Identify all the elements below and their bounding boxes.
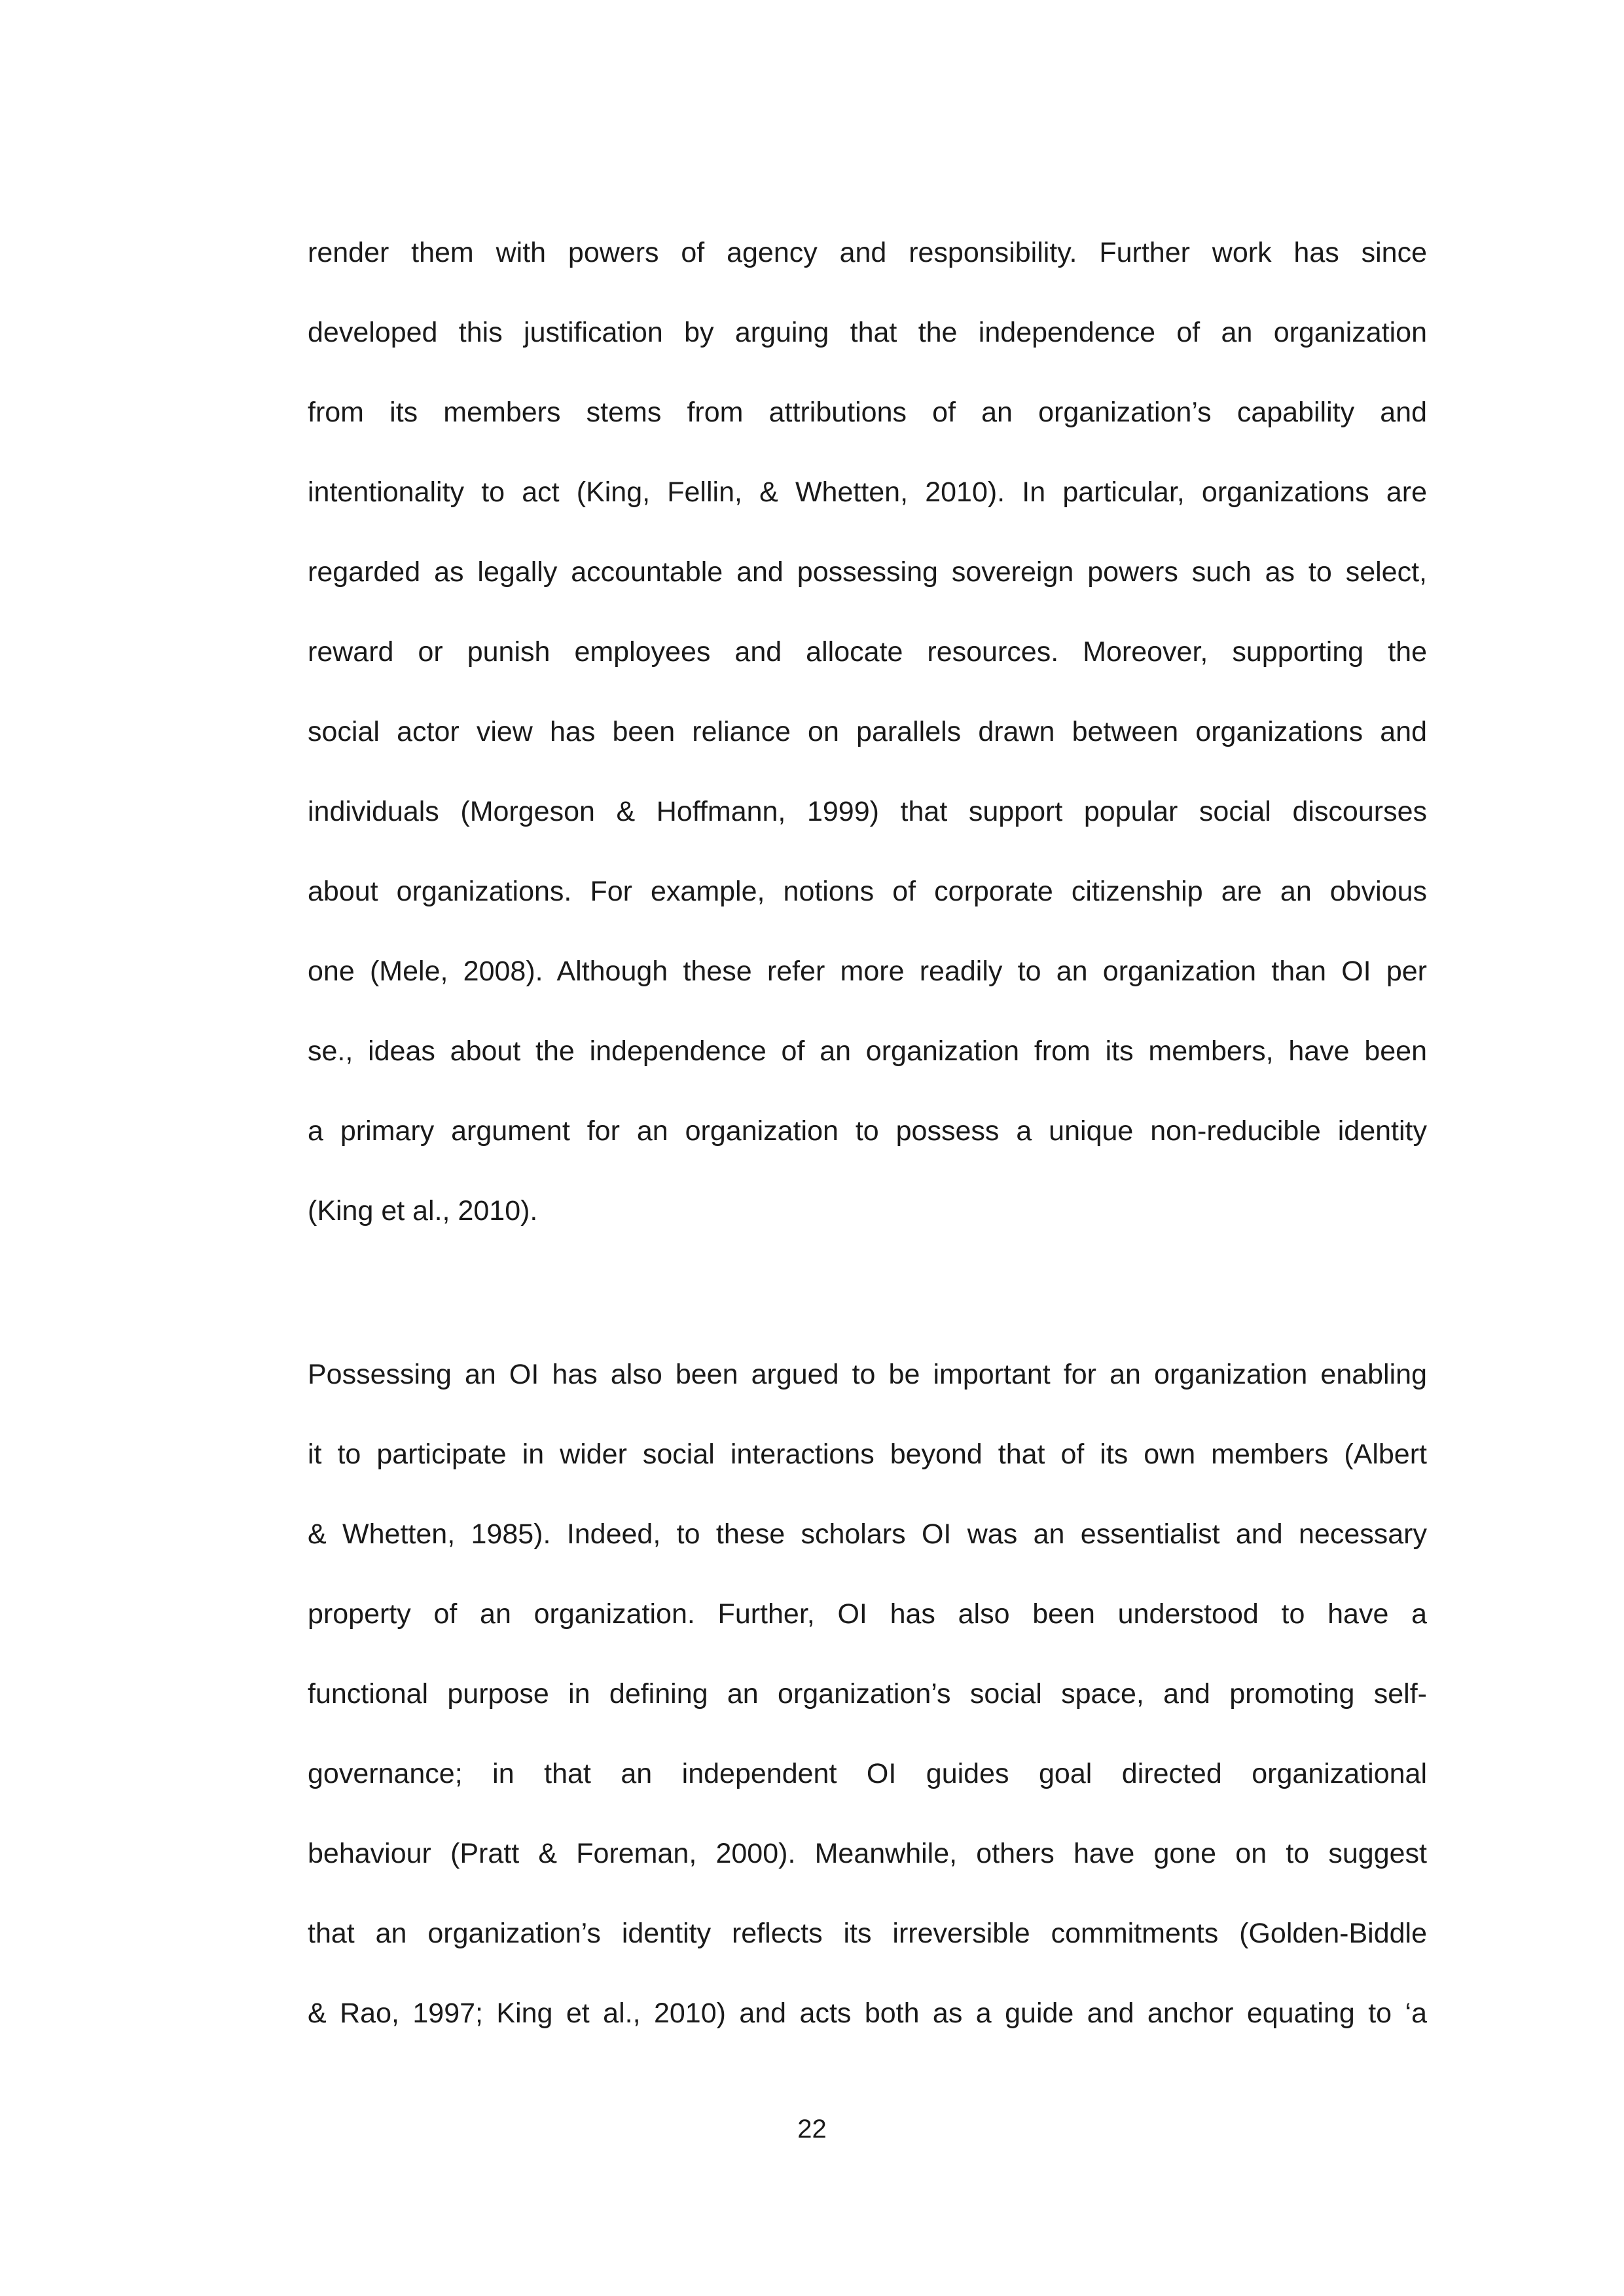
text-line: Possessing an OI has also been argued to be important for an organization enabling xyxy=(308,1359,1427,1390)
text-line: & Rao, 1997; King et al., 2010) and acts both as a guide and anchor equating to ‘a xyxy=(308,1998,1427,2029)
text-line: render them with powers of agency and responsibility. Further work has since xyxy=(308,237,1427,268)
text-line: se., ideas about the independence of an organization from its members, have been xyxy=(308,1035,1427,1067)
text-line: regarded as legally accountable and possessing sovereign powers such as to select, xyxy=(308,556,1427,588)
text-line: individuals (Morgeson & Hoffmann, 1999) that support popular social discourses xyxy=(308,796,1427,827)
text-line: one (Mele, 2008). Although these refer more readily to an organization than OI per xyxy=(308,956,1427,987)
text-line: about organizations. For example, notions of corporate citizenship are an obvious xyxy=(308,876,1427,907)
text-line: developed this justification by arguing that the independence of an organization xyxy=(308,317,1427,348)
text-line: (King et al., 2010). xyxy=(308,1195,538,1227)
text-line: that an organization’s identity reflects its irreversible commitments (Golden-Biddle xyxy=(308,1918,1427,1949)
text-line: it to participate in wider social interactions beyond that of its own members (Albert xyxy=(308,1439,1427,1470)
text-line: a primary argument for an organization to possess a unique non-reducible identity xyxy=(308,1115,1427,1147)
text-line: intentionality to act (King, Fellin, & Whetten, 2010). In particular, organizations are xyxy=(308,476,1427,508)
text-line: from its members stems from attributions of an organization’s capability and xyxy=(308,397,1427,428)
text-line: social actor view has been reliance on parallels drawn between organizations and xyxy=(308,716,1427,747)
text-line: behaviour (Pratt & Foreman, 2000). Meanwhile, others have gone on to suggest xyxy=(308,1838,1427,1869)
text-line: governance; in that an independent OI guides goal directed organizational xyxy=(308,1758,1427,1789)
text-line: & Whetten, 1985). Indeed, to these scholars OI was an essentialist and necessary xyxy=(308,1518,1427,1550)
text-line: reward or punish employees and allocate resources. Moreover, supporting the xyxy=(308,636,1427,668)
page-number: 22 xyxy=(797,2115,827,2144)
paragraph-1 xyxy=(308,213,1427,1251)
paragraph-2 xyxy=(308,1335,1427,2053)
text-line: functional purpose in defining an organization’s social space, and promoting self- xyxy=(308,1678,1427,1710)
text-line: property of an organization. Further, OI has also been understood to have a xyxy=(308,1598,1427,1630)
